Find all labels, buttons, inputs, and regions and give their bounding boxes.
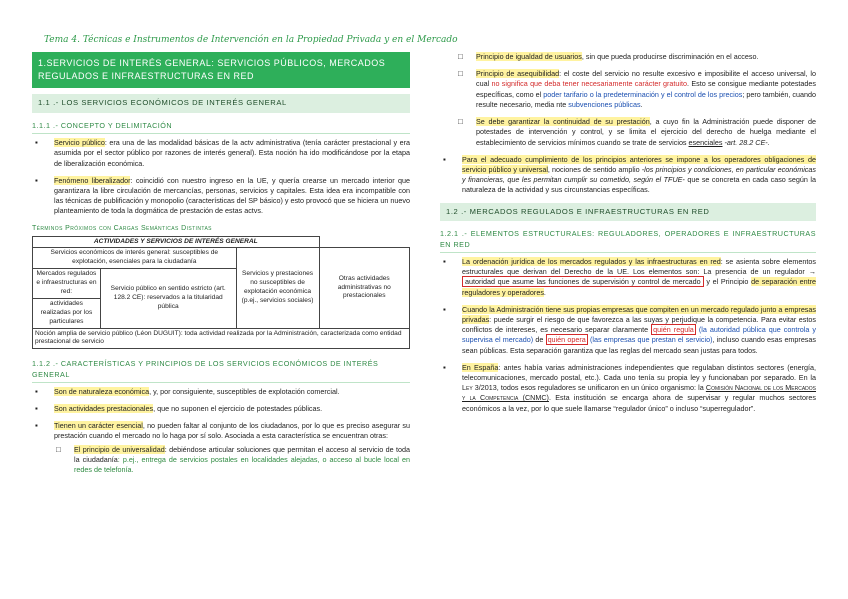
table-cell: Servicios económicos de interés general: susceptibles de explotación, esenciales para la ciudadanía [33, 248, 237, 269]
boxed-text: autoridad que asume las funciones de supervisión y control de mercado [462, 276, 704, 287]
arrow-icon: → [808, 267, 816, 277]
subsection-heading: 1.2 .- MERCADOS REGULADOS E INFRAESTRUCTURAS EN RED [440, 203, 816, 222]
text: , a cuyo fin la Administración puede disponer de potestades de intervención y control, y se limita el ejercicio del derecho de huelga mediante el establecimiento de servicios mínimos cuando se trate de servicios [476, 117, 816, 147]
term: La ordenación jurídica de los mercados regulados y las infraestructuras en red [462, 256, 721, 266]
list-item [54, 445, 410, 476]
characteristics-list [32, 387, 410, 476]
table-cell: Servicios y prestaciones no susceptibles de explotación económica (p.ej., servicios sociales) [236, 248, 319, 328]
text: , todos esos reguladores se unificaron en un único organismo: la [496, 383, 706, 393]
term: El principio de universalidad [74, 444, 165, 454]
text: : era una de las modalidad básicas de la actv administrativa (tenía carácter prestacional y era asumida por el sector público por razones de interés general). Esta noción ha ido modificándose por la etapa de liberalización económica. [54, 138, 410, 168]
text: : el coste del servicio no resulte excesivo e imposibilite el acceso universal, lo cual [476, 69, 816, 89]
table-cell: actividades realizadas por los particulares [33, 298, 101, 328]
subsection-heading: 1.1 .- LOS SERVICIOS ECONÓMICOS DE INTERÉS GENERAL [32, 94, 410, 113]
organization-name: Comisión Nacional de los Mercados y la Competencia (CNMC) [462, 383, 817, 403]
text: , sin que pueda producirse discriminación en el acceso. [581, 52, 759, 61]
text: , y, por consiguiente, susceptibles de explotación comercial. [149, 386, 340, 396]
blue-text: (la autoridad pública que controla y supervisa el mercado) [462, 325, 816, 345]
italic-text: -los principios y condiciones, en particular económicas y financieras, que les permitan cumplir su cometido, según el TFUE- [462, 164, 816, 185]
list-item: □ Principio de asequibilidad: el coste del servicio no resulte excesivo e imposibilite el acceso universal, lo cual no significa que deba tener necesariamente carácter gratuito. Esto se consigue mediante potestades específicas, como el poder tarifario o la predeterminación y el control de los precios; pero también, cuando resulte necesario, media nte subvenciones públicas. [456, 69, 816, 110]
text: : puede surgir el riesgo de que favorezca a las suyas y perjudique la competencia. Para evitar estos conflictos de intereses, es necesario separar claramente [462, 314, 816, 335]
left-column [32, 52, 410, 482]
reference-text: -art. 28.2 CE-. [722, 137, 770, 147]
table-cell: Otras actividades administrativas no prestacionales [319, 248, 409, 328]
text: y el Principio [703, 277, 752, 287]
section-heading: 1.SERVICIOS DE INTERÉS GENERAL: SERVICIOS PÚBLICOS, MERCADOS REGULADOS E INFRAESTRUCTURAS EN RED [32, 52, 410, 88]
term: Son de naturaleza económica [54, 386, 150, 396]
term: Tienen un carácter esencial [54, 421, 143, 431]
blue-text: poder tarifario o la predeterminación y el control de los precios [543, 89, 743, 99]
blue-text: subvenciones públicas [568, 99, 641, 109]
table-header: ACTIVIDADES Y SERVICIOS DE INTERÉS GENERAL [33, 236, 320, 248]
subsubsection-heading: 1.2.1 .- ELEMENTOS ESTRUCTURALES: REGULADORES, OPERADORES E INFRAESTRUCTURAS EN RED [440, 229, 816, 252]
term: En España [462, 362, 499, 372]
subsubsection-heading: 1.1.1 .- CONCEPTO Y DELIMITACIÓN [32, 121, 410, 134]
law-reference: Ley 3/2013 [462, 383, 497, 393]
list-item [440, 363, 816, 414]
obligations-list [440, 155, 816, 196]
list-item: ▪ La ordenación jurídica de los mercados regulados y las infraestructuras en red: se asienta sobre elementos estructurales que derivan del Derecho de la UE. Los elementos son: La presencia de un regulador → autoridad que asume las funciones de supervisión y control de mercado y el Principio de separación entre reguladores y operadores. [440, 257, 816, 298]
list-item [456, 52, 816, 62]
activities-table [32, 236, 410, 350]
term: Principio de igualdad de usuarios [476, 52, 582, 61]
underlined-text: esenciales [688, 137, 723, 147]
principles-list-cont [456, 52, 816, 148]
boxed-text: quién opera [547, 335, 586, 345]
term: Fenómeno liberalizador [54, 175, 131, 185]
text: , nociones de sentido amplio [547, 164, 642, 174]
term: Son actividades prestacionales [54, 404, 154, 414]
text: . Esta institución se encarga ahora de supervisar y regular muchos sectores económicos a la vez, por lo que suele llamarse “regulador único” o incluso “superregulador”. [462, 393, 816, 413]
blue-text: (las empresas que prestan el servicio) [587, 335, 713, 345]
text: : se asienta sobre elementos estructurales que derivan del Derecho de la UE. Los elementos son: La presencia de un regulador [462, 256, 816, 277]
text: : coincidió con nuestro ingreso en la UE, y quería crearse un mercado interior que garantizara la libre circulación de mercancías, personas, servicios y capitales. Esta idea era incompatible con las técnicas de publificación y monopolio (características del SP básico) y esto provocó que se hiciera un nuevo planteamiento de toda la dogmática de prestación de estas actvs. [54, 175, 410, 216]
text: que se concreta en cada caso según la naturaleza de la actividad y sus circunstancias específicas. [462, 175, 816, 195]
principles-list [54, 445, 410, 476]
table-cell: Mercados regulados e infraestructuras en red: [33, 269, 101, 299]
elements-list [440, 257, 816, 414]
term: Principio de asequibilidad [476, 69, 560, 79]
term: Para el adecuado cumplimiento de los principios anteriores se impone a los operadores obligaciones de servicio público y universal [462, 154, 816, 174]
list-item [32, 176, 410, 217]
list-item [32, 404, 410, 414]
list-item [440, 305, 816, 356]
text: ; pero también, cuando resulte necesario, media nte [476, 89, 816, 109]
list-item [456, 117, 816, 148]
text: : debiéndose articular soluciones que permitan el acceso al servicio de toda la ciudadanía [74, 444, 411, 464]
text: , incluso cuando esas empresas sean públicas. Esta separación garantiza que las reglas del mercado sean justas para todos. [462, 335, 816, 355]
boxed-text: quién regula [653, 325, 694, 335]
table-cell: Servicio público en sentido estricto (art. 128.2 CE): reservados a la titularidad pública [100, 269, 236, 328]
list-item [440, 155, 816, 196]
text: , no pueden faltar al conjunto de los ciudadanos, por lo que es preciso asegurar su prestación cuando el mercado no lo haga por sí solo. Asociada a esta característica se encuentran otras: [54, 421, 410, 441]
term: Cuando la Administración tiene sus propias empresas que compiten en un mercado regulado junto a empresas privadas [462, 304, 816, 324]
subsubsection-heading: 1.1.2 .- CARACTERÍSTICAS Y PRINCIPIOS DE LOS SERVICIOS ECONÓMICOS DE INTERÉS GENERAL [32, 359, 410, 382]
term: Se debe garantizar la continuidad de su prestación [476, 117, 650, 127]
term: Servicio público [54, 138, 105, 148]
example-text: : p.ej., entrega de servicios postales en localidades alejadas, o acceso al bucle local en redes de telefonía. [74, 454, 410, 475]
list-item [32, 138, 410, 169]
list-item [32, 387, 410, 397]
list-item [32, 421, 410, 475]
right-column [440, 52, 816, 421]
highlighted-text: de separación entre reguladores y operadores [462, 277, 816, 297]
red-text: no significa que deba tener necesariamente carácter gratuito [491, 79, 688, 89]
text: . Esto se consigue mediante potestades específicas, como el [476, 79, 816, 99]
text: de [533, 335, 546, 345]
table-cell: Noción amplia de servicio público (Léon DUGUIT): toda actividad realizada por la Administración, caracterizada como entidad prestacional de servicio [33, 328, 410, 349]
concept-list [32, 138, 410, 217]
page-title: Tema 4. Técnicas e Instrumentos de Intervención en la Propiedad Privada y en el Mercado [44, 35, 458, 45]
terms-title: Términos Próximos con Cargas Semánticas Distintas [32, 224, 212, 232]
text: : antes había varias administraciones independientes que regulaban distintos sectores (energía, telecomunicaciones, mercado postal, etc.). Cada uno tenía su propia ley y funcionaban por separado. En la [462, 362, 816, 383]
text: , que no suponen el ejercicio de potestades públicas. [153, 404, 323, 414]
